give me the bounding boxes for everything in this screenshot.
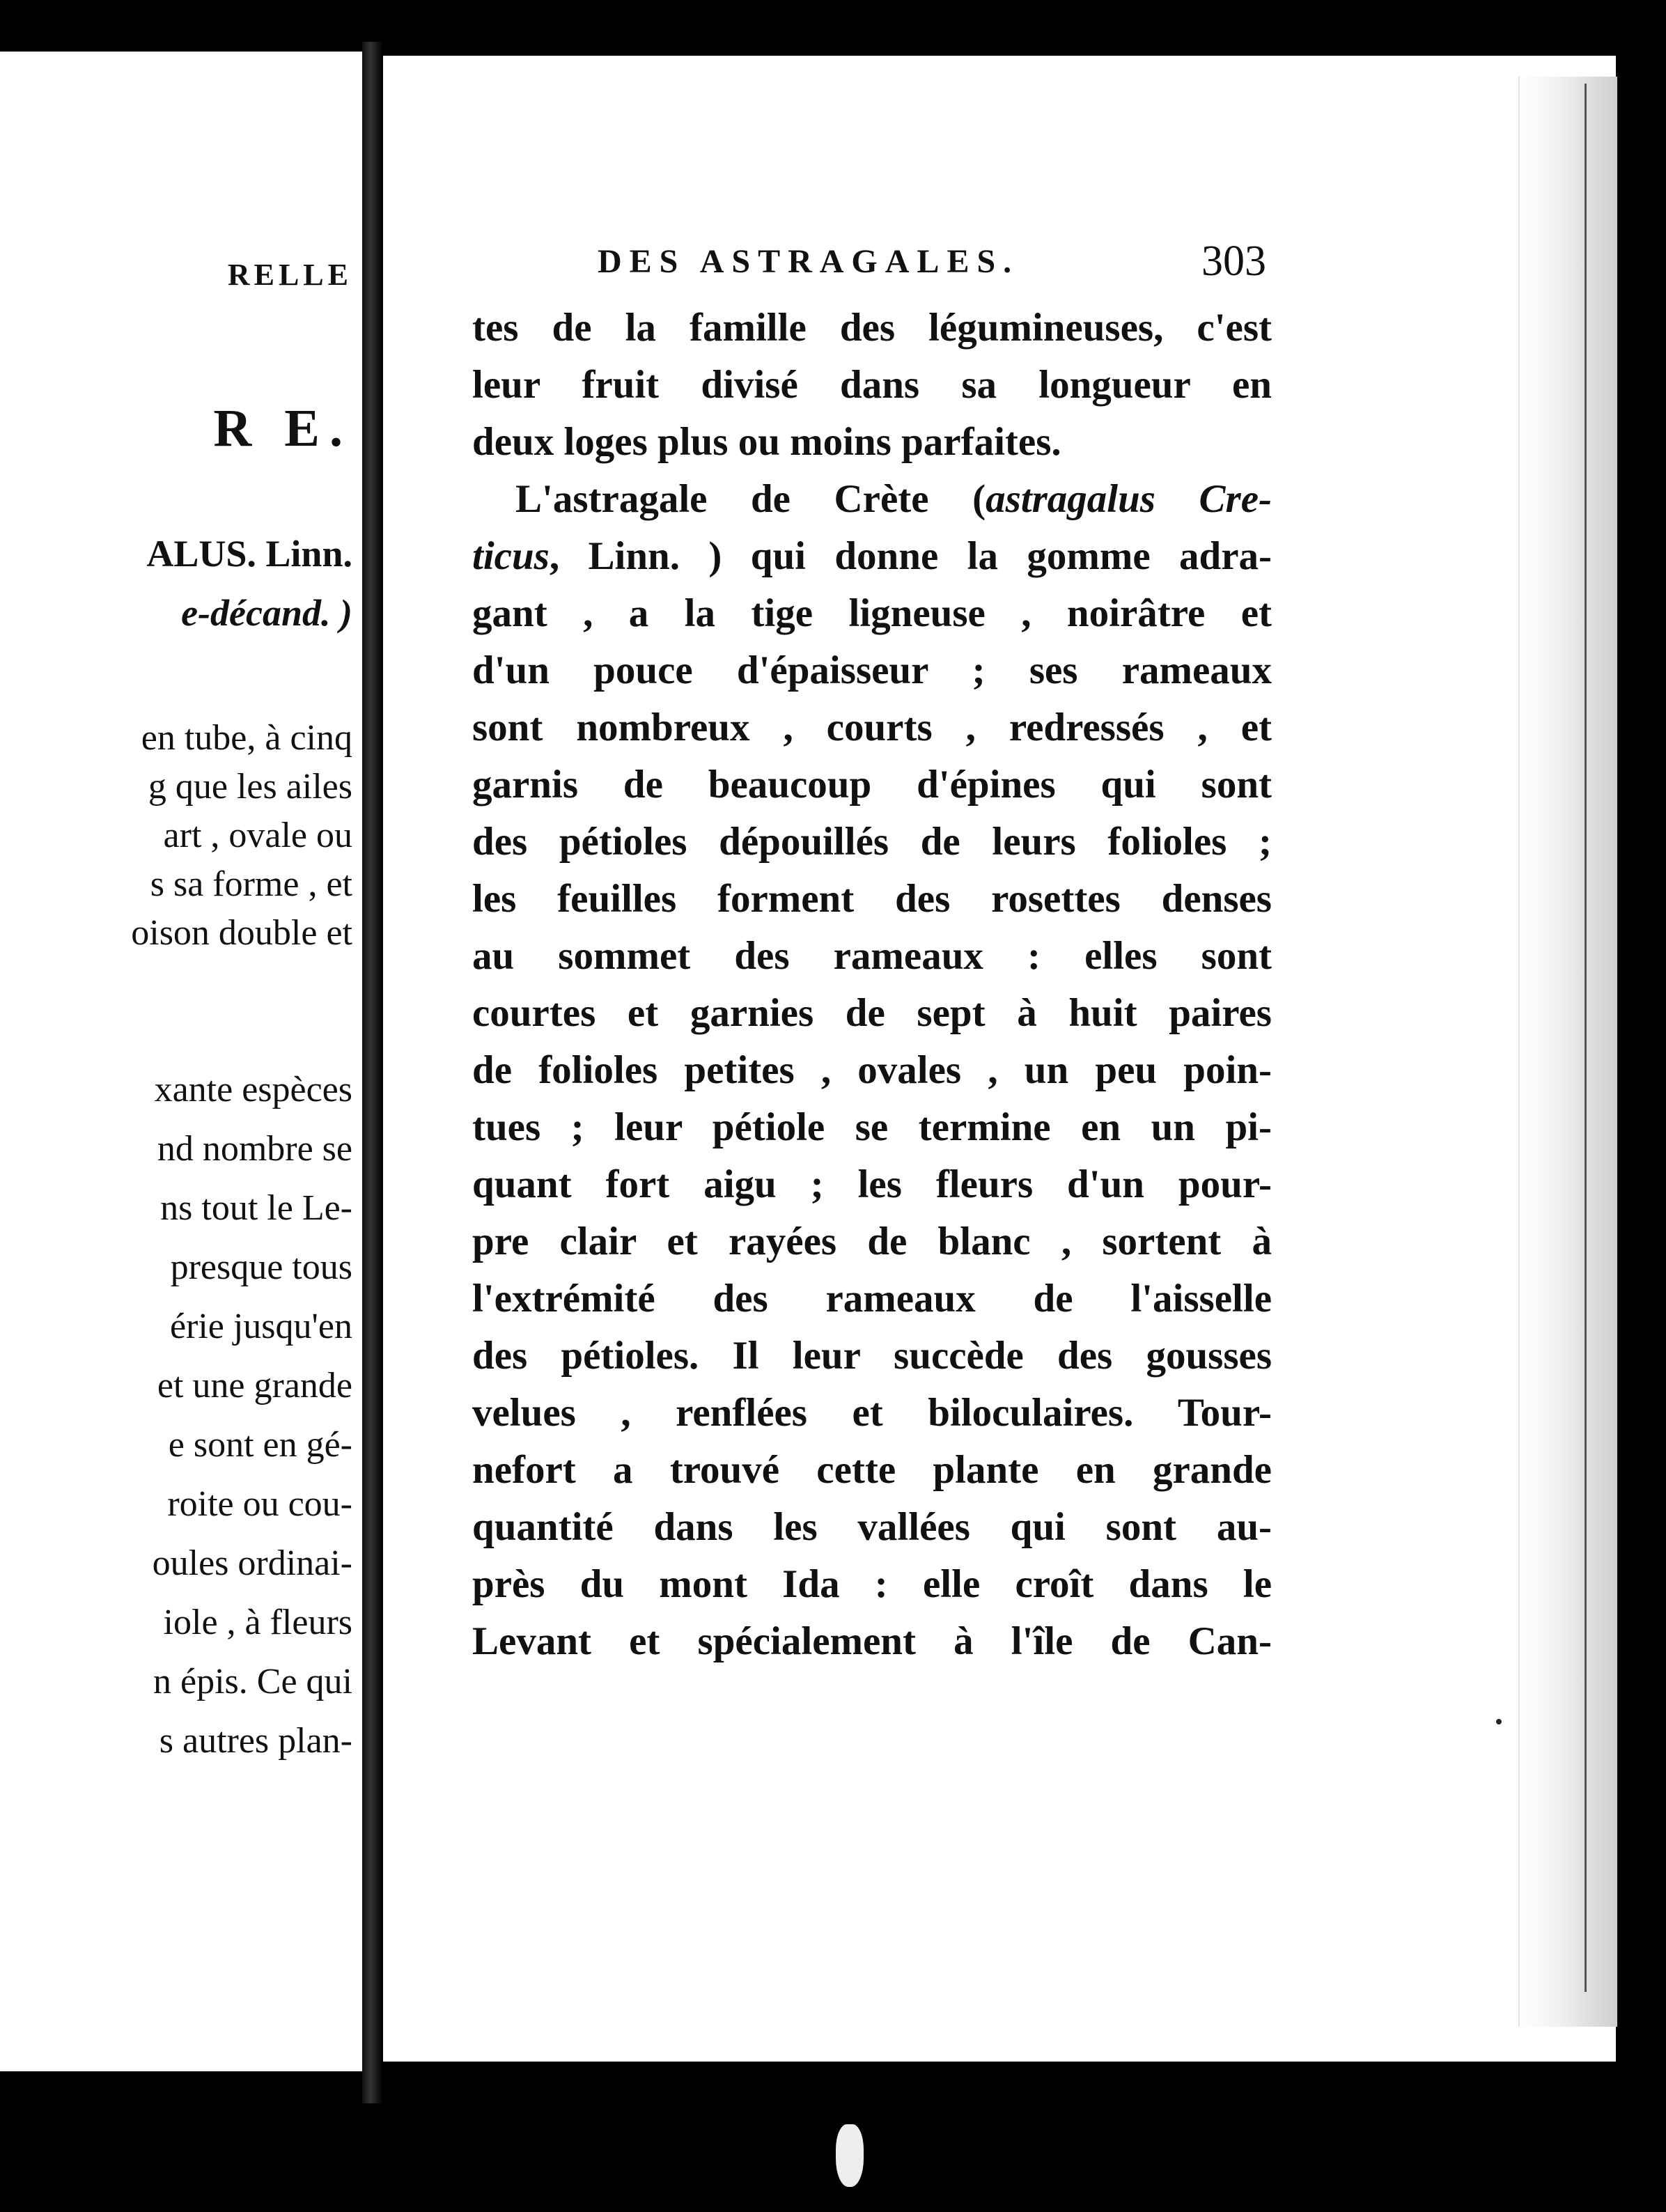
left-line: oison double et — [131, 913, 352, 953]
text-line: l'extrémité des rameaux de l'aisselle — [472, 1277, 1272, 1321]
text-line: au sommet des rameaux : elles sont — [472, 934, 1272, 978]
book-gutter — [362, 42, 383, 2103]
text-line: les feuilles forment des rosettes denses — [472, 877, 1272, 921]
binding-mark — [836, 2124, 864, 2187]
body-text — [472, 299, 1272, 1670]
text-line: gant , a la tige ligneuse , noirâtre et — [472, 591, 1272, 635]
page-edge-line — [1585, 84, 1587, 1992]
text-line: quant fort aigu ; les fleurs d'un pour- — [472, 1162, 1272, 1206]
left-line: presque tous — [170, 1247, 352, 1287]
text-segment: L'astragale de Crète ( — [515, 477, 986, 521]
left-line: e sont en gé- — [168, 1425, 352, 1465]
left-line: ns tout le Le- — [160, 1188, 352, 1228]
left-line: érie jusqu'en — [169, 1307, 352, 1346]
text-line: velues , renflées et biloculaires. Tour- — [472, 1391, 1272, 1435]
left-line: n épis. Ce qui — [153, 1662, 352, 1701]
text-line: leur fruit divisé dans sa longueur en — [472, 363, 1272, 407]
text-line: pre clair et rayées de blanc , sortent à — [472, 1220, 1272, 1263]
species-name: astragalus Cre- — [986, 477, 1272, 521]
left-genus-line: ALUS. Linn. — [146, 533, 352, 575]
left-line: art , ovale ou — [163, 816, 352, 855]
text-line — [472, 528, 1272, 585]
page-number: 303 — [1201, 237, 1266, 285]
left-class-line: e-décand. ) — [181, 592, 352, 634]
text-line: courtes et garnies de sept à huit paires — [472, 991, 1272, 1035]
text-line: Levant et spécialement à l'île de Can- — [472, 1619, 1272, 1663]
species-name: ticus — [472, 534, 550, 578]
left-line: et une grande — [157, 1366, 352, 1405]
text-line: des pétioles. Il leur succède des gousses — [472, 1334, 1272, 1378]
text-line: près du mont Ida : elle croît dans le — [472, 1562, 1272, 1606]
text-line: nefort a trouvé cette plante en grande — [472, 1448, 1272, 1492]
text-line: tes de la famille des légumineuses, c'est — [472, 306, 1272, 350]
left-page — [0, 52, 362, 2071]
left-line: oules ordinai- — [152, 1543, 352, 1583]
running-head-title: DES ASTRAGALES. — [598, 243, 1020, 280]
ink-speck — [1496, 1719, 1502, 1724]
left-section-title: R E. — [213, 399, 352, 458]
left-line: iole , à fleurs — [163, 1603, 352, 1642]
text-line: quantité dans les vallées qui sont au- — [472, 1505, 1272, 1549]
text-line: sont nombreux , courts , redressés , et — [472, 706, 1272, 749]
text-line: deux loges plus ou moins parfaites. — [472, 420, 1061, 464]
left-line: en tube, à cinq — [141, 718, 352, 758]
text-line — [472, 471, 1272, 528]
left-line: nd nombre se — [157, 1129, 352, 1169]
text-line: garnis de beaucoup d'épines qui sont — [472, 763, 1272, 807]
left-line: xante espèces — [154, 1070, 352, 1109]
text-line: des pétioles dépouillés de leurs folioles ; — [472, 820, 1272, 864]
left-line: s autres plan- — [159, 1721, 352, 1761]
running-head — [598, 237, 1266, 293]
text-line: tues ; leur pétiole se termine en un pi- — [472, 1105, 1272, 1149]
left-running-head: RELLE — [227, 258, 352, 292]
page-edge — [1518, 77, 1617, 2027]
left-line: s sa forme , et — [150, 864, 352, 904]
left-line: g que les ailes — [148, 767, 352, 807]
left-line: roite ou cou- — [167, 1484, 352, 1524]
text-line: d'un pouce d'épaisseur ; ses rameaux — [472, 648, 1272, 692]
text-line: de folioles petites , ovales , un peu poin- — [472, 1048, 1272, 1092]
text-segment: , Linn. ) qui donne la gomme adra- — [549, 534, 1272, 578]
